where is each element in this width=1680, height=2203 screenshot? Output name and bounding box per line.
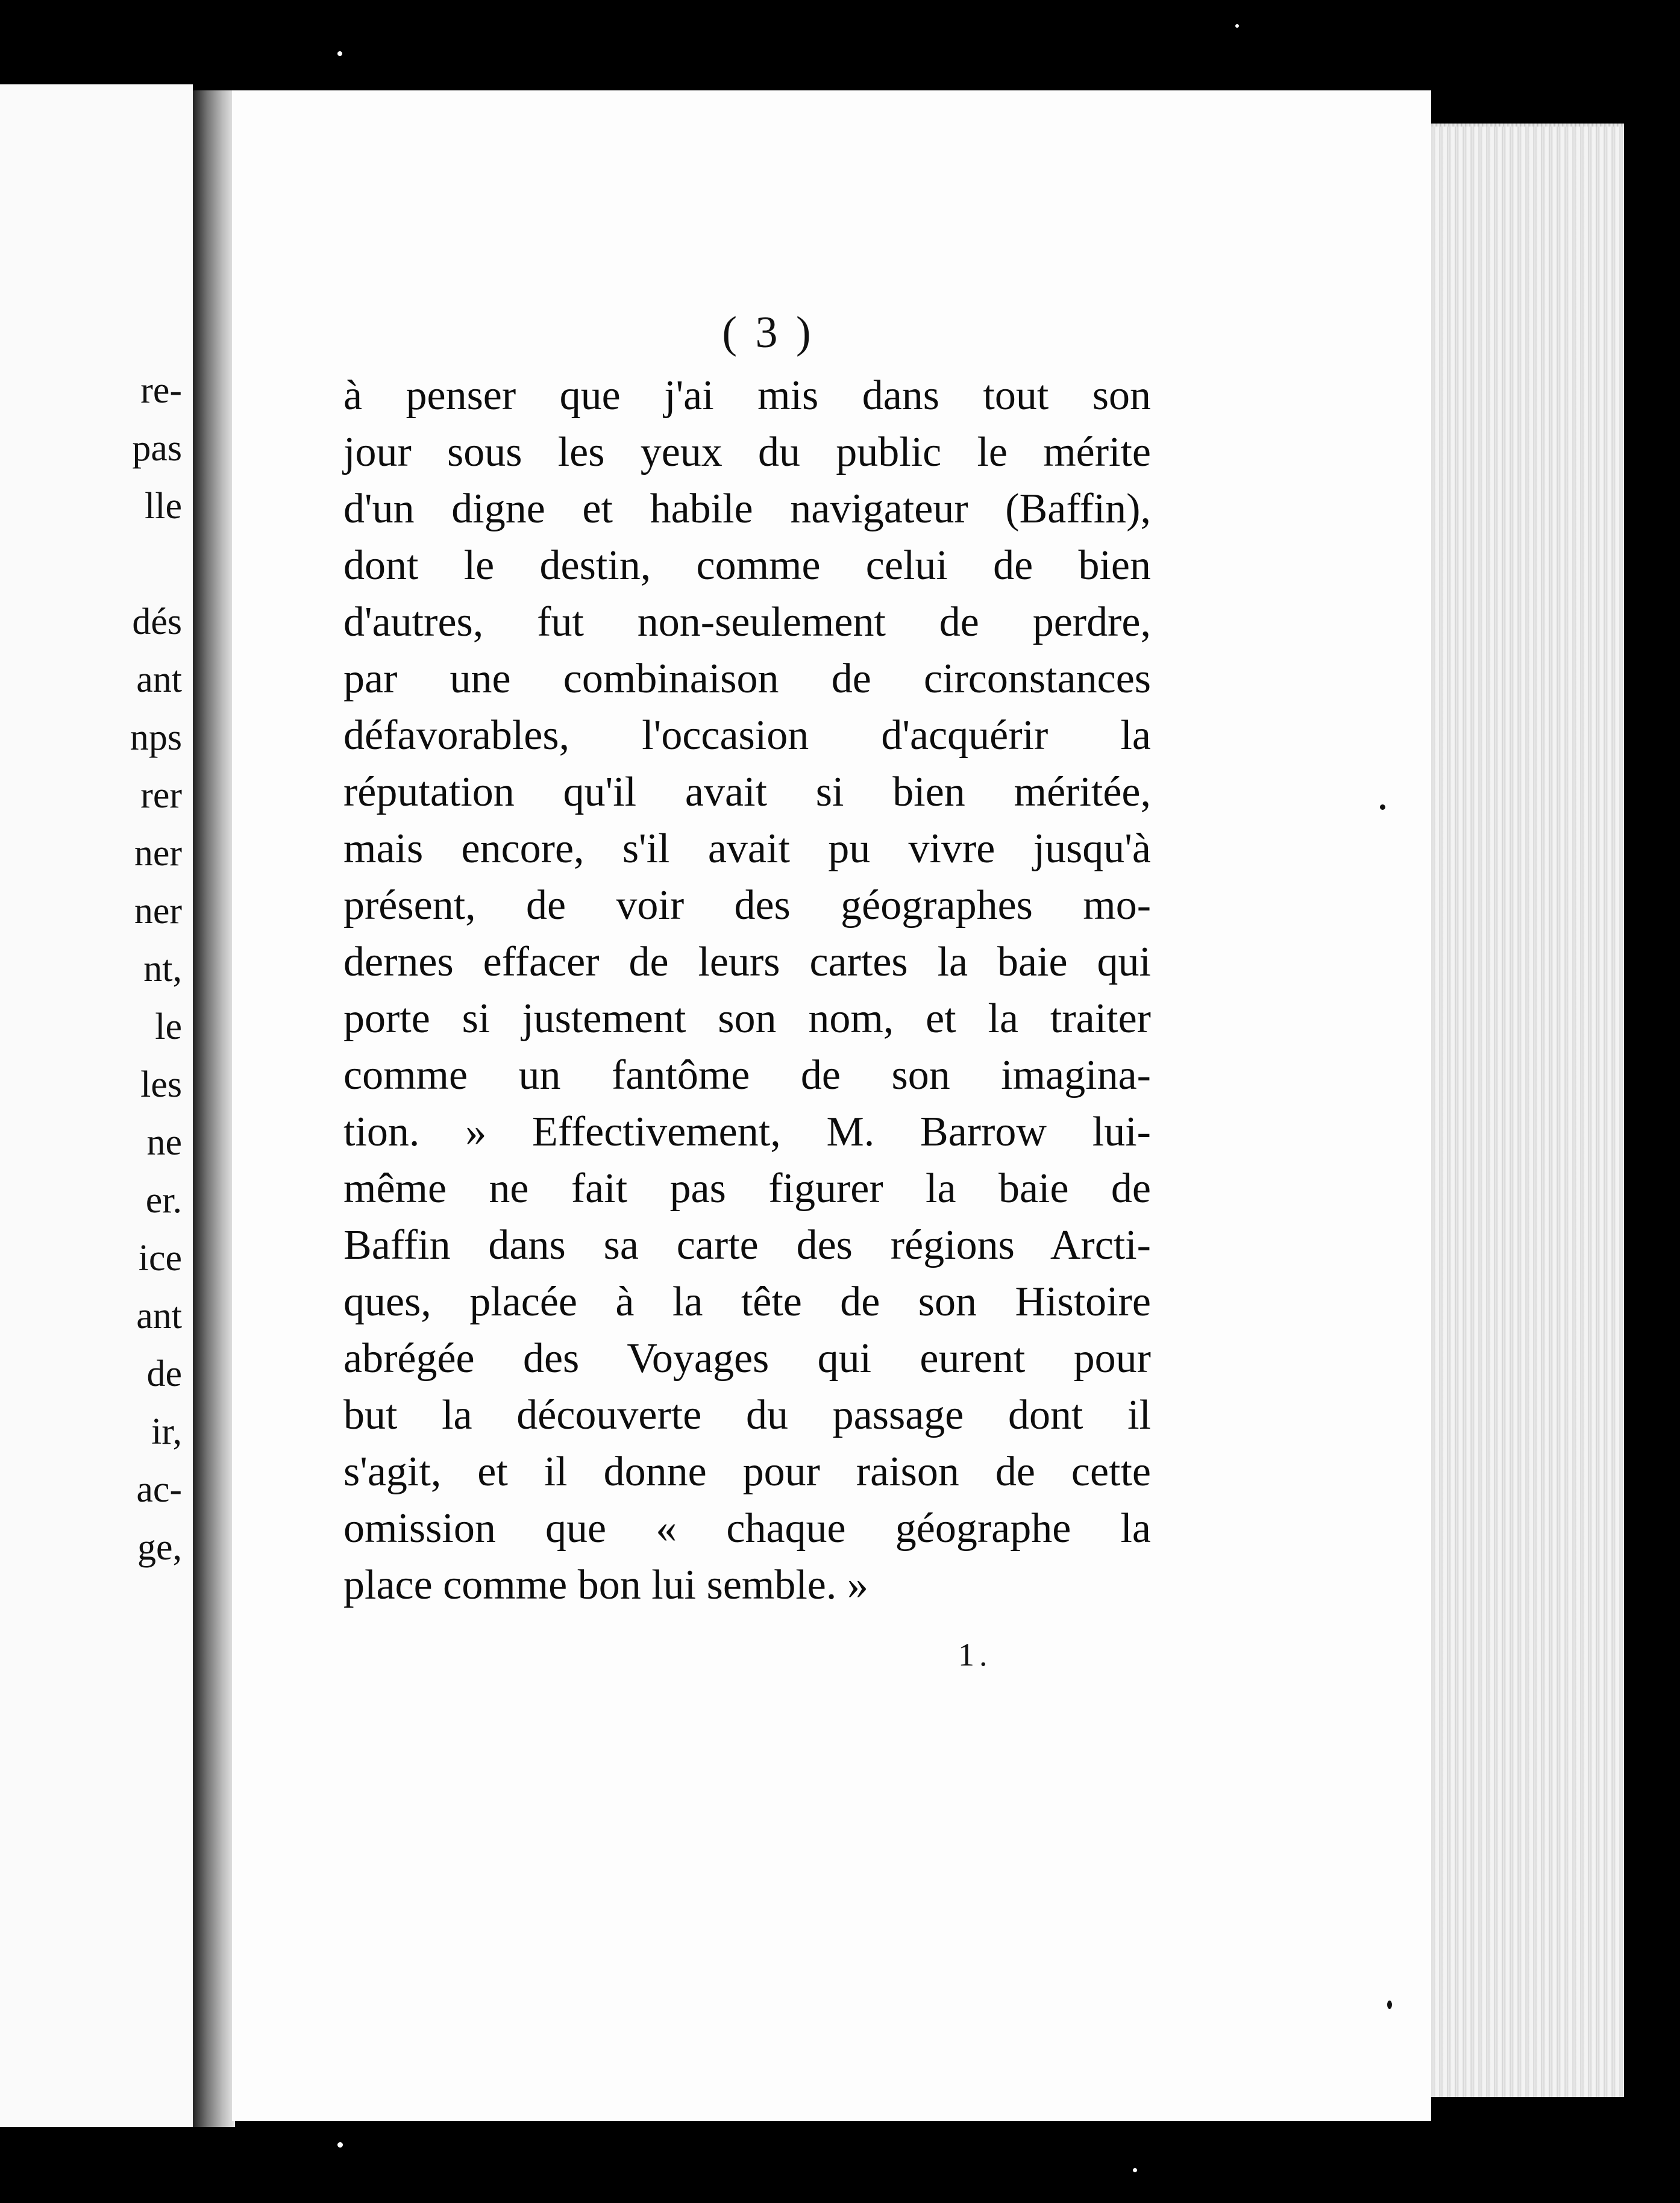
left-fragment: ant — [136, 1296, 182, 1337]
scan-speck — [337, 2142, 343, 2148]
text-line: porte si justement son nom, et la traiter — [343, 995, 1151, 1042]
left-fragment — [0, 535, 193, 593]
left-fragment: er. — [145, 1180, 182, 1221]
text-line: dont le destin, comme celui de bien — [343, 542, 1151, 589]
left-fragment: les — [140, 1064, 182, 1105]
left-fragment: ner — [134, 833, 182, 874]
scan-speck — [337, 51, 342, 56]
text-line: place comme bon lui semble. » — [343, 1562, 868, 1608]
left-fragment: ge, — [137, 1527, 182, 1568]
left-fragment: ac- — [136, 1469, 182, 1510]
text-line: Baffin dans sa carte des régions Arcti- — [343, 1222, 1151, 1268]
scan-speck — [1380, 804, 1385, 810]
text-line: présent, de voir des géographes mo- — [343, 882, 1151, 929]
text-line: comme un fantôme de son imagina- — [343, 1052, 1151, 1098]
text-line: même ne fait pas figurer la baie de — [343, 1165, 1151, 1212]
left-page-text-fragments — [0, 362, 193, 1576]
text-line: but la découverte du passage dont il — [343, 1392, 1151, 1438]
text-line: d'un digne et habile navigateur (Baffin), — [343, 486, 1151, 532]
scan-speck — [1235, 24, 1239, 28]
scan-speck — [1133, 2168, 1137, 2172]
left-fragment: nps — [130, 717, 182, 758]
page-edges — [1428, 127, 1624, 2097]
page-number-header: ( 3 ) — [722, 308, 815, 357]
text-line: réputation qu'il avait si bien méritée, — [343, 769, 1151, 815]
body-text — [343, 368, 1151, 1614]
text-line: dernes effacer de leurs cartes la baie qui — [343, 939, 1151, 985]
left-fragment: de — [146, 1353, 182, 1394]
text-line: mais encore, s'il avait pu vivre jusqu'à — [343, 826, 1151, 872]
text-line: s'agit, et il donne pour raison de cette — [343, 1449, 1151, 1495]
left-fragment: ne — [146, 1122, 182, 1163]
text-line: par une combinaison de circonstances — [343, 656, 1151, 702]
left-fragment: ice — [138, 1238, 182, 1279]
left-fragment: ant — [136, 659, 182, 700]
left-fragment: pas — [132, 428, 182, 469]
left-fragment: ner — [134, 891, 182, 932]
left-fragment: le — [155, 1006, 182, 1047]
left-fragment: ir, — [151, 1411, 182, 1452]
text-line: d'autres, fut non-seulement de perdre, — [343, 599, 1151, 645]
text-line: à penser que j'ai mis dans tout son — [343, 372, 1151, 419]
left-fragment: nt, — [143, 948, 182, 989]
text-line: ques, placée à la tête de son Histoire — [343, 1279, 1151, 1325]
book-gutter — [193, 90, 235, 2127]
left-fragment: re- — [140, 370, 182, 411]
left-fragment: lle — [145, 486, 182, 527]
left-fragment: dés — [132, 601, 182, 642]
text-line: défavorables, l'occasion d'acquérir la — [343, 712, 1151, 759]
signature-mark: 1. — [958, 1637, 992, 1673]
text-line: tion. » Effectivement, M. Barrow lui- — [343, 1109, 1151, 1155]
text-line: abrégée des Voyages qui eurent pour — [343, 1335, 1151, 1382]
text-line: jour sous les yeux du public le mérite — [343, 429, 1151, 475]
scan-speck — [1387, 2001, 1392, 2009]
left-fragment: rer — [140, 775, 182, 816]
text-line: omission que « chaque géographe la — [343, 1505, 1151, 1552]
left-page — [0, 84, 193, 2127]
